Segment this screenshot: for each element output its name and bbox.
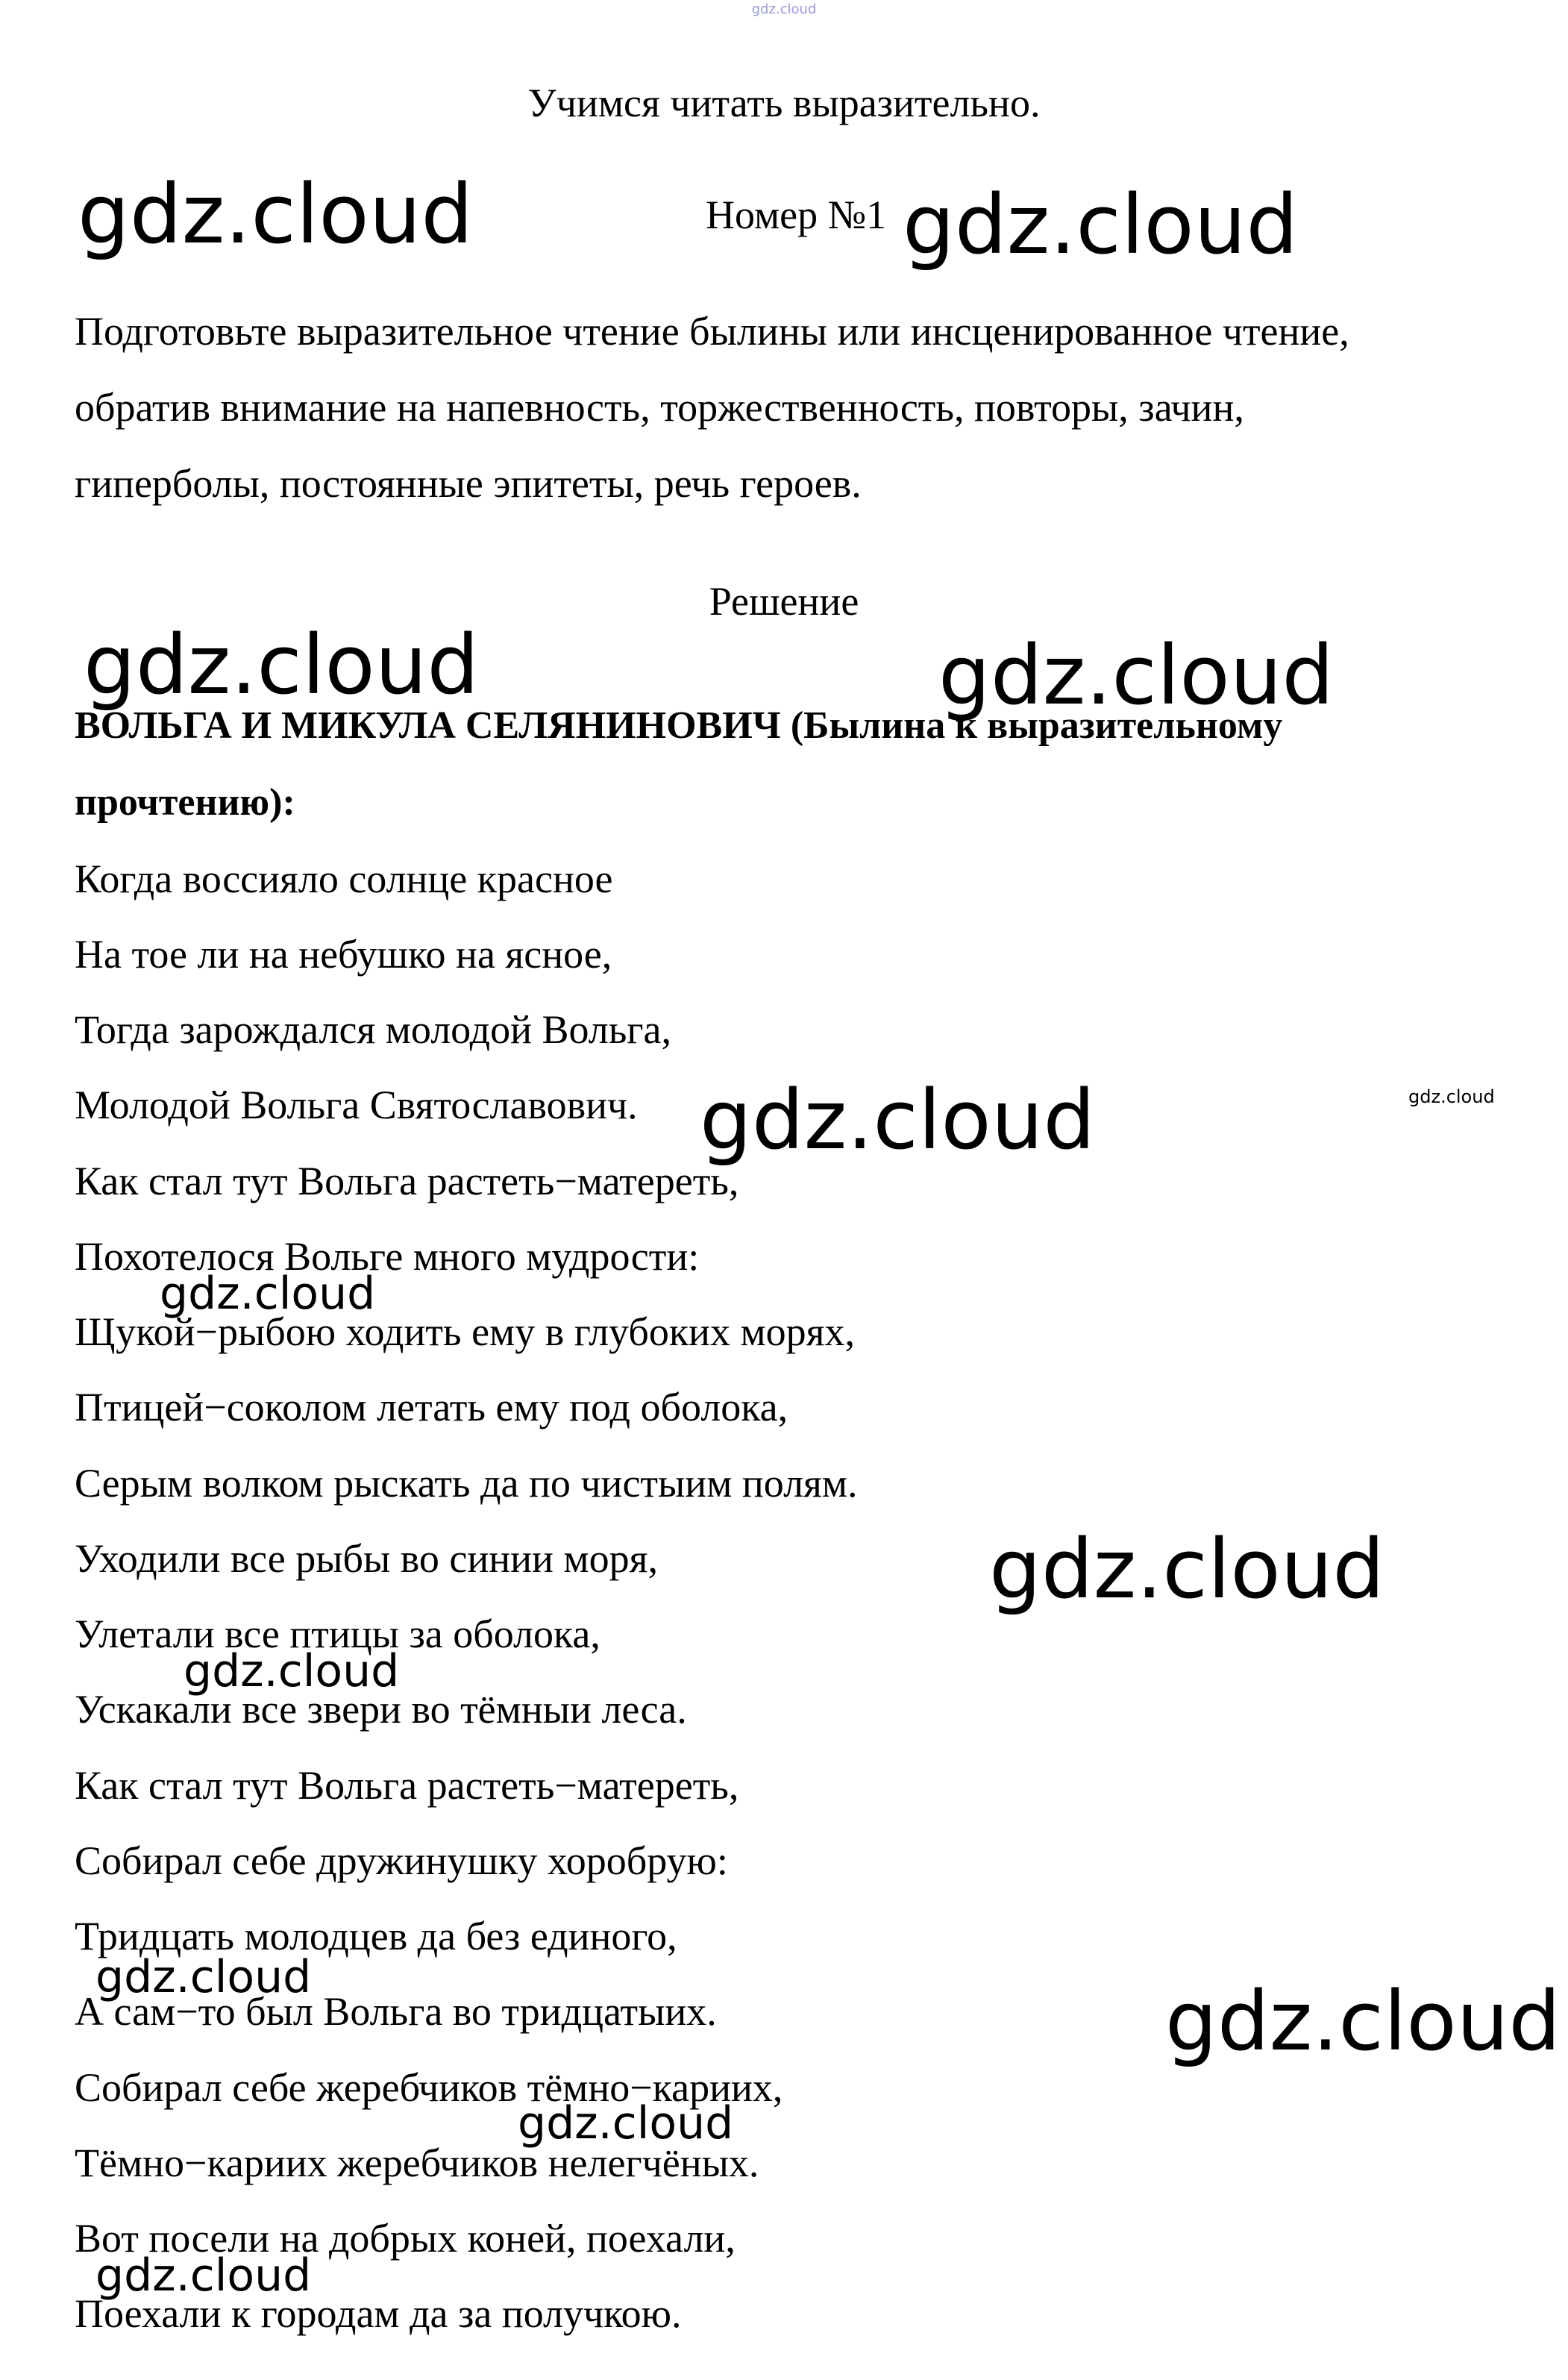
- poem-title-line: прочтению):: [75, 781, 295, 824]
- poem-line: Молодой Вольга Святославович.: [75, 1083, 638, 1127]
- poem-line: Улетали все птицы за оболока,: [75, 1612, 600, 1656]
- poem-line: Тридцать молодцев да без единого,: [75, 1914, 677, 1958]
- poem-line: Птицей−соколом летать ему под оболока,: [75, 1385, 788, 1429]
- solution-label: Решение: [709, 579, 859, 624]
- poem-line: Как стал тут Вольга растеть−матереть,: [75, 1159, 739, 1203]
- poem-line: Похотелося Вольге много мудрости:: [75, 1234, 700, 1279]
- watermark: gdz.cloud: [903, 177, 1299, 272]
- poem-line: Ускакали все звери во тёмныи леса.: [75, 1687, 687, 1732]
- watermark: gdz.cloud: [160, 1268, 376, 1320]
- poem-line: Поехали к городам да за получкою.: [75, 2291, 682, 2336]
- watermark: gdz.cloud: [95, 1951, 312, 2003]
- poem-line: Собирал себе жеребчиков тёмно−кариих,: [75, 2065, 783, 2110]
- poem-line: Вот посели на добрых коней, поехали,: [75, 2216, 736, 2261]
- watermark: gdz.cloud: [1408, 1086, 1495, 1107]
- watermark: gdz.cloud: [84, 617, 480, 713]
- watermark: gdz.cloud: [518, 2097, 734, 2149]
- task-line: Подготовьте выразительное чтение былины или инсценированное чтение,: [75, 309, 1349, 354]
- poem-title-line: ВОЛЬГА И МИКУЛА СЕЛЯНИНОВИЧ (Былина к выразительному: [75, 704, 1283, 747]
- poem-line: Тёмно−кариих жеребчиков нелегчёных.: [75, 2141, 759, 2185]
- poem-line: Щукой−рыбою ходить ему в глубоких морях,: [75, 1309, 855, 1354]
- watermark: gdz.cloud: [989, 1521, 1385, 1617]
- poem-line: Серым волком рыскать да по чистыим полям.: [75, 1461, 858, 1506]
- poem-line: Тогда зарождался молодой Вольга,: [75, 1007, 671, 1052]
- watermark: gdz.cloud: [1165, 1973, 1561, 2069]
- watermark: gdz.cloud: [700, 1072, 1096, 1168]
- watermark: gdz.cloud: [95, 2249, 312, 2302]
- poem-line: Когда воссияло солнце красное: [75, 857, 613, 901]
- page-title: Учимся читать выразительно.: [527, 81, 1041, 125]
- task-line: гиперболы, постоянные эпитеты, речь героев.: [75, 461, 862, 506]
- exercise-number: Номер №1: [706, 192, 887, 237]
- poem-line: На тое ли на небушко на ясное,: [75, 932, 612, 977]
- poem-line: Как стал тут Вольга растеть−матереть,: [75, 1763, 739, 1808]
- poem-line: А сам−то был Вольга во тридцатыих.: [75, 1989, 717, 2034]
- poem-line: Уходили все рыбы во синии моря,: [75, 1536, 658, 1581]
- task-line: обратив внимание на напевность, торжественность, повторы, зачин,: [75, 385, 1244, 430]
- watermark: gdz.cloud: [78, 166, 474, 262]
- watermark: gdz.cloud: [938, 627, 1335, 723]
- top-watermark: gdz.cloud: [751, 1, 817, 17]
- poem-line: Собирал себе дружинушку хоробрую:: [75, 1838, 728, 1883]
- watermark: gdz.cloud: [184, 1645, 400, 1697]
